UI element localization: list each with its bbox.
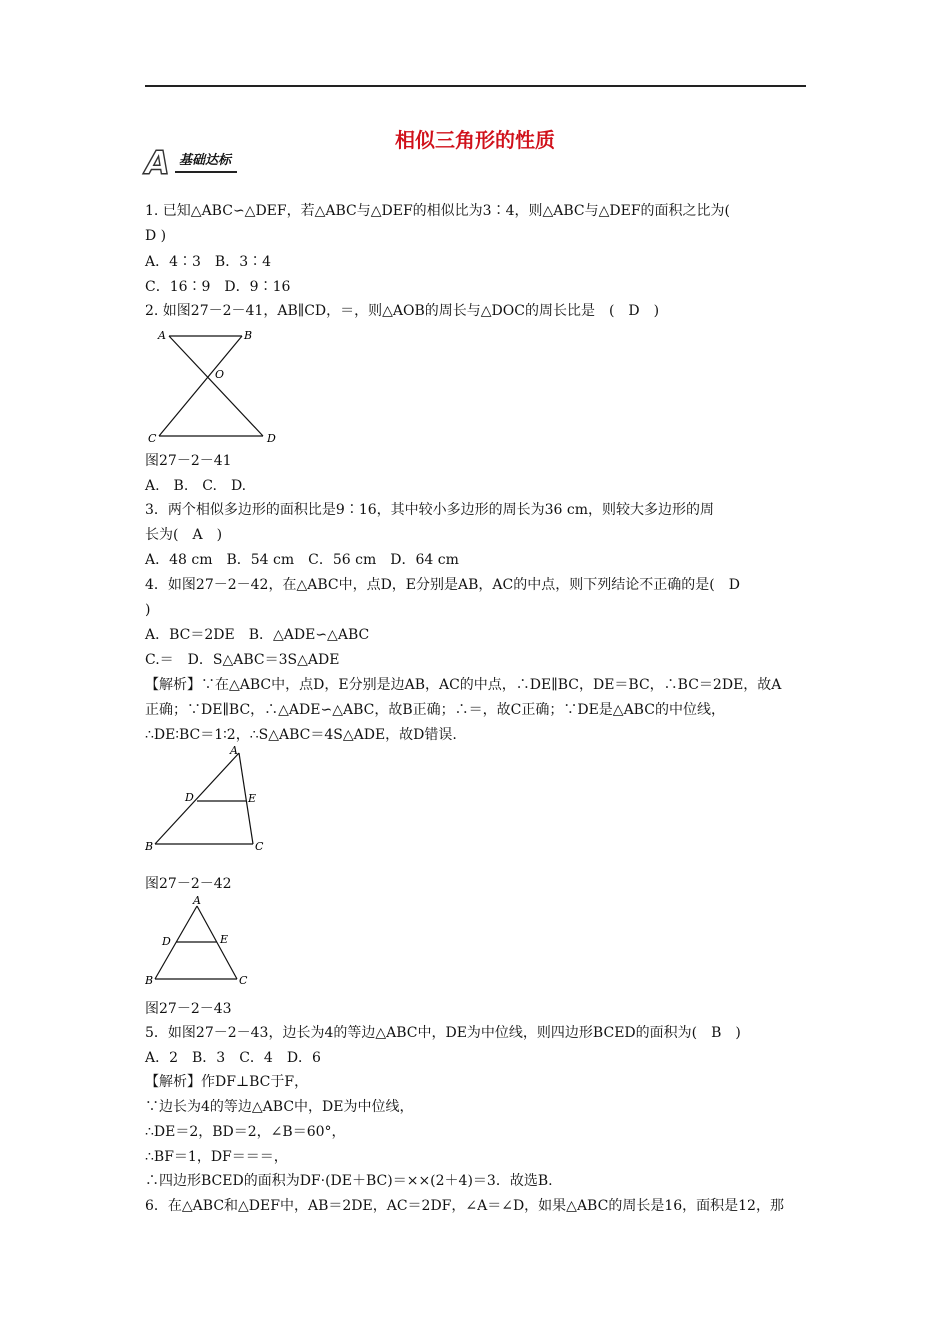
- label-e: E: [248, 792, 257, 805]
- label-c: C: [148, 432, 157, 445]
- q1-options-cd: C．16∶9 D．9∶16: [145, 279, 291, 295]
- label-a: A: [230, 745, 238, 757]
- figure-27-2-42: [145, 745, 275, 861]
- label-b: B: [145, 974, 154, 987]
- segment-ab: [155, 753, 239, 844]
- q2-options: A. B. C. D.: [145, 478, 247, 494]
- figure-27-2-43: [145, 892, 255, 996]
- section-badge-logo-icon: A: [145, 144, 170, 182]
- q1-options-ab: A．4∶3 B．3∶4: [145, 254, 272, 270]
- label-a: A: [193, 894, 201, 907]
- fig43-caption: 图27－2－43: [145, 1001, 232, 1017]
- q3-stem: 3．两个相似多边形的面积比是9∶16，其中较小多边形的周长为36 cm，则较大多边形的周: [145, 502, 715, 518]
- label-o: O: [215, 368, 225, 381]
- q5-analysis-2: ∵边长为4的等边△ABC中，DE为中位线，: [145, 1099, 414, 1115]
- segment-ad: [169, 336, 263, 436]
- q2-stem: 2. 如图27－2－41，AB∥CD，＝，则△AOB的周长与△DOC的周长比是 ( D ): [145, 303, 660, 319]
- q5-stem: 5．如图27－2－43，边长为4的等边△ABC中，DE为中位线，则四边形BCED的面积为( B ): [145, 1025, 741, 1041]
- q3-options: A．48 cm B．54 cm C．56 cm D．64 cm: [145, 552, 459, 568]
- label-d: D: [162, 935, 171, 948]
- q4-analysis-2: 正确；∵DE∥BC，∴△ADE∽△ABC，故B正确；∴＝，故C正确；∵DE是△ABC的中位线，: [145, 702, 725, 718]
- q4-analysis-3: ∴DE∶BC＝1∶2，∴S△ABC＝4S△ADE，故D错误.: [145, 727, 457, 743]
- q4-options-cd: C.＝ D．S△ABC＝3S△ADE: [145, 652, 340, 668]
- label-c: C: [255, 840, 264, 853]
- header-rule: [145, 85, 806, 87]
- q4-analysis-1: 【解析】∵在△ABC中，点D，E分别是边AB，AC的中点，∴DE∥BC，DE＝BC，∴BC＝2DE，故A: [145, 677, 782, 693]
- label-a: A: [158, 329, 166, 342]
- figure-27-2-41: [145, 326, 295, 450]
- q5-analysis-3: ∴DE＝2，BD＝2，∠B＝60°，: [145, 1124, 346, 1140]
- label-c: C: [239, 974, 248, 987]
- q3-stem-cont: 长为( A ): [145, 527, 223, 543]
- label-b: B: [145, 840, 154, 853]
- label-d: D: [267, 432, 276, 445]
- label-b: B: [244, 329, 253, 342]
- page-title: 相似三角形的性质: [395, 128, 555, 152]
- fig41-caption: 图27－2－41: [145, 453, 232, 469]
- q4-options-ab: A．BC＝2DE B．△ADE∽△ABC: [145, 627, 370, 643]
- q6-stem: 6．在△ABC和△DEF中，AB＝2DE，AC＝2DF，∠A＝∠D，如果△ABC的周长是16，面积是12，那: [145, 1198, 784, 1214]
- segment-bc: [159, 336, 242, 436]
- q4-stem: 4．如图27－2－42，在△ABC中，点D，E分别是AB，AC的中点，则下列结论不正确的是( D: [145, 577, 740, 593]
- section-badge: [145, 146, 255, 180]
- q1-answer: D ): [145, 228, 167, 244]
- q1-stem: 1. 已知△ABC∽△DEF，若△ABC与△DEF的相似比为3∶4，则△ABC与△DEF的面积之比为(: [145, 203, 730, 219]
- section-badge-label: 基础达标: [175, 152, 237, 173]
- label-d: D: [185, 791, 194, 804]
- q5-options: A．2 B．3 C．4 D．6: [145, 1050, 321, 1066]
- label-e: E: [220, 933, 229, 946]
- q5-analysis-4: ∴BF＝1，DF＝＝＝，: [145, 1149, 288, 1165]
- q5-analysis-1: 【解析】作DF⊥BC于F，: [145, 1074, 309, 1090]
- fig42-caption: 图27－2－42: [145, 876, 232, 892]
- q5-analysis-5: ∴四边形BCED的面积为DF·(DE＋BC)＝××(2＋4)＝3．故选B.: [145, 1173, 553, 1189]
- q4-stem-cont: ): [145, 602, 151, 618]
